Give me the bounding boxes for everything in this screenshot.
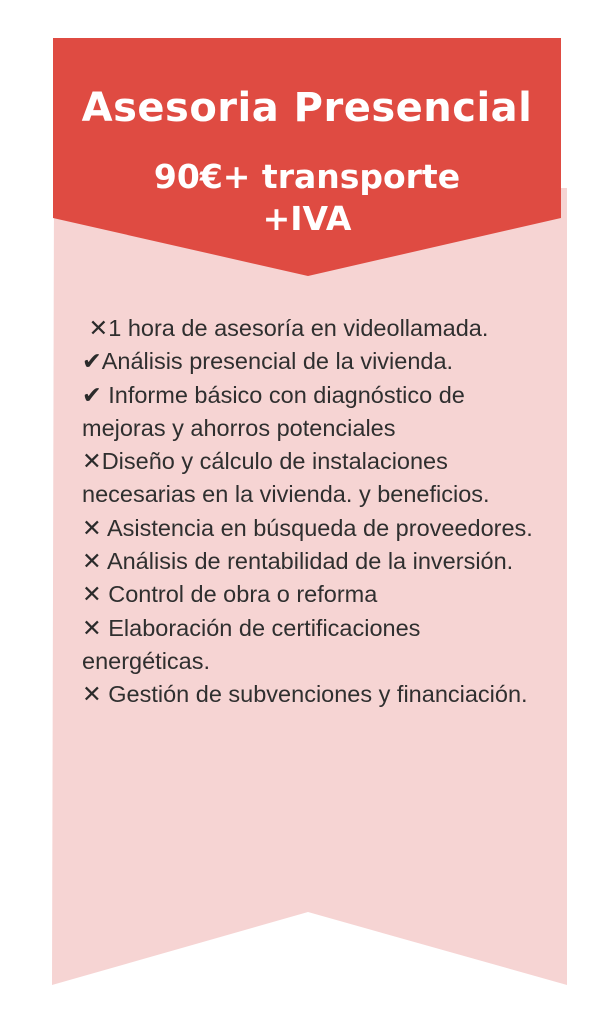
feature-item bbox=[82, 445, 552, 512]
x-mark-icon: ✕ bbox=[82, 613, 102, 642]
feature-text: 1 hora de asesoría en videollamada. bbox=[108, 315, 489, 341]
feature-text: Diseño y cálculo de instalaciones necesarias en la vivienda. y beneficios. bbox=[82, 448, 490, 508]
check-mark-icon: ✔ bbox=[82, 347, 102, 376]
feature-text: Asistencia en búsqueda de proveedores. bbox=[106, 514, 533, 541]
feature-text: Análisis presencial de la vivienda. bbox=[101, 348, 454, 375]
feature-item bbox=[82, 678, 552, 711]
x-mark-icon: ✕ bbox=[82, 580, 102, 609]
check-mark-icon: ✔ bbox=[82, 380, 102, 409]
x-mark-icon: ✕ bbox=[82, 447, 102, 476]
feature-item bbox=[82, 545, 552, 578]
feature-item bbox=[82, 578, 552, 611]
feature-text: Gestión de subvenciones y financiación. bbox=[108, 681, 528, 708]
x-mark-icon: ✕ bbox=[82, 547, 102, 576]
feature-text: Control de obra o reforma bbox=[108, 581, 378, 608]
feature-item bbox=[82, 379, 552, 446]
x-mark-icon: ✕ bbox=[88, 314, 109, 342]
feature-item bbox=[82, 345, 552, 378]
feature-text: Informe básico con diagnóstico de mejoras y ahorros potenciales bbox=[82, 381, 465, 441]
feature-text: Análisis de rentabilidad de la inversión. bbox=[106, 548, 514, 575]
feature-item bbox=[82, 312, 552, 345]
feature-item bbox=[82, 612, 552, 679]
feature-item bbox=[82, 512, 552, 545]
x-mark-icon: ✕ bbox=[82, 680, 102, 709]
feature-list bbox=[82, 312, 552, 712]
x-mark-icon: ✕ bbox=[82, 513, 102, 542]
price-amount: 90€+ transporte bbox=[153, 157, 461, 196]
card-price bbox=[54, 156, 560, 240]
price-tax: +IVA bbox=[262, 199, 352, 238]
card-title: Asesoria Presencial bbox=[81, 85, 533, 131]
feature-text: Elaboración de certificaciones energéticas. bbox=[82, 614, 421, 674]
